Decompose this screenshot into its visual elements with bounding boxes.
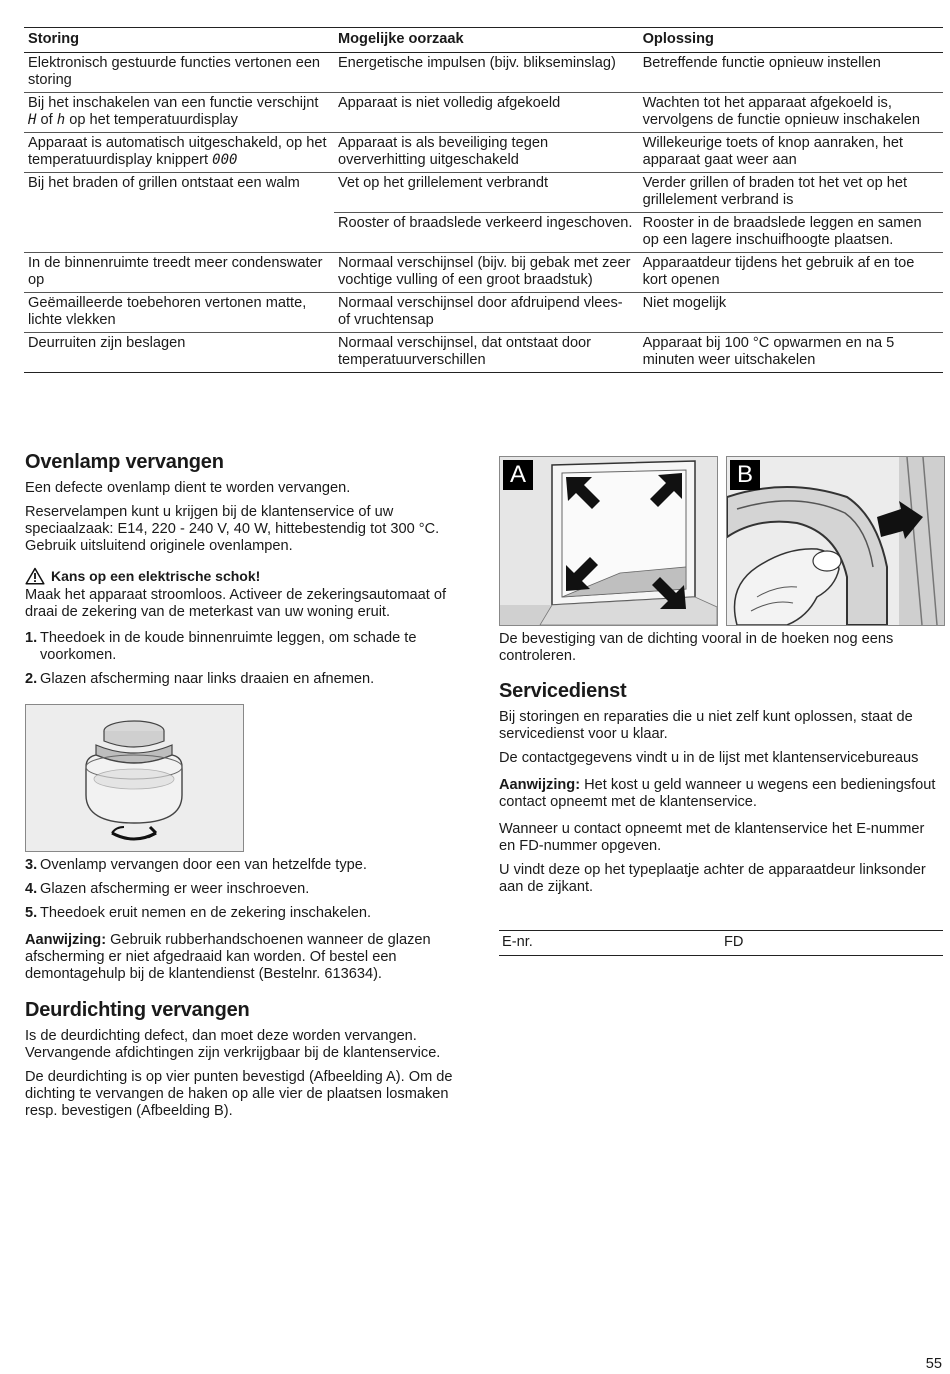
cell-oorzaak: Apparaat is als beveiliging tegen oververhitting uitgeschakeld xyxy=(334,133,639,173)
step-number: 2. xyxy=(25,671,38,687)
service-title: Servicedienst xyxy=(499,680,627,702)
ovenlamp-section xyxy=(25,451,473,688)
figure-b xyxy=(726,456,945,626)
cell-storing xyxy=(24,93,334,133)
step-text: Theedoek in de koude binnenruimte leggen, om schade te voorkomen. xyxy=(40,630,417,663)
cell-oplossing: Niet mogelijk xyxy=(639,293,943,333)
enr-label: E-nr. xyxy=(502,934,533,950)
table-row xyxy=(24,333,943,373)
fd-label: FD xyxy=(724,934,744,950)
cell-storing: In de binnenruimte treedt meer condenswater op xyxy=(24,253,334,293)
figure-b-label: B xyxy=(730,460,760,490)
ovenlamp-intro: Een defecte ovenlamp dient te worden vervangen. xyxy=(25,480,351,496)
warning-heading xyxy=(25,567,473,585)
table-row xyxy=(24,133,943,173)
step-number: 4. xyxy=(25,881,38,897)
cell-oplossing: Betreffende functie opnieuw instellen xyxy=(639,53,943,93)
warning-title: Kans op een elektrische schok! xyxy=(51,568,261,584)
ovenlamp-note xyxy=(25,932,473,983)
cell-oplossing: Rooster in de braadslede leggen en samen op een lagere inschuifhoogte plaatsen. xyxy=(639,213,943,253)
note-text: Het kost u geld wanneer u wegens een bedieningsfout contact opneemt met de klantenservice. xyxy=(499,777,936,810)
service-column xyxy=(499,631,943,896)
display-symbol-000: 000 xyxy=(212,152,238,168)
deurdichting-title: Deurdichting vervangen xyxy=(25,999,250,1021)
step-number: 3. xyxy=(25,857,38,873)
cell-oorzaak: Vet op het grillelement verbrandt xyxy=(334,173,639,213)
step-item xyxy=(25,905,473,922)
step-item xyxy=(25,881,473,898)
cell-oorzaak: Energetische impulsen (bijv. blikseminslag) xyxy=(334,53,639,93)
lamp-cover-drawing xyxy=(26,705,243,851)
steps-list-b xyxy=(25,857,473,922)
cell-storing: Bij het braden of grillen ontstaat een walm xyxy=(24,173,334,253)
page-number: 55 xyxy=(925,1356,942,1372)
ovenlamp-title: Ovenlamp vervangen xyxy=(25,451,224,473)
cell-oorzaak: Normaal verschijnsel door afdruipend vlees- of vruchtensap xyxy=(334,293,639,333)
note-label: Aanwijzing: xyxy=(499,777,581,793)
display-symbol-h-upper: H xyxy=(28,112,37,128)
figure-caption: De bevestiging van de dichting vooral in de hoeken nog eens controleren. xyxy=(499,631,894,664)
step-text: Theedoek eruit nemen en de zekering inschakelen. xyxy=(40,905,372,921)
header-oorzaak: Mogelijke oorzaak xyxy=(334,28,639,53)
figure-a-label: A xyxy=(503,460,533,490)
figure-a xyxy=(499,456,718,626)
step-number: 5. xyxy=(25,905,38,921)
cell-oorzaak: Normaal verschijnsel, dat ontstaat door temperatuurverschillen xyxy=(334,333,639,373)
cell-storing xyxy=(24,133,334,173)
cell-oplossing: Willekeurige toets of knop aanraken, het apparaat gaat weer aan xyxy=(639,133,943,173)
cell-oorzaak: Normaal verschijnsel (bijv. bij gebak met zeer vochtige vulling of een groot braadstuk) xyxy=(334,253,639,293)
ovenlamp-section-continued xyxy=(25,857,473,1120)
note-label: Aanwijzing: xyxy=(25,932,107,948)
step-item xyxy=(25,857,473,874)
warning-triangle-icon xyxy=(25,567,45,585)
ovenlamp-spare-parts: Reservelampen kunt u krijgen bij de klantenservice of uw speciaalzaak: E14, 220 - 240 V, 40 W, hittebestendig tot 300 °C. Gebruik uitsluitend originele ovenlampen. xyxy=(25,504,440,554)
table-row xyxy=(24,253,943,293)
service-p4: U vindt deze op het typeplaatje achter de apparaatdeur linksonder aan de zijkant. xyxy=(499,862,926,895)
service-p2: De contactgegevens vindt u in de lijst met klantenservicebureaus xyxy=(499,750,919,766)
cell-text: Bij het inschakelen van een functie verschijnt xyxy=(28,95,319,111)
cell-oplossing: Verder grillen of braden tot het vet op het grillelement verbrand is xyxy=(639,173,943,213)
note-text: Gebruik rubberhandschoenen wanneer de glazen afscherming er niet afgedraaid kan worden. Of bestel een demontagehulp bij de klantendienst (Bestelnr. 613634). xyxy=(25,932,431,982)
cell-storing: Deurruiten zijn beslagen xyxy=(24,333,334,373)
step-item xyxy=(25,671,473,688)
step-text: Ovenlamp vervangen door een van hetzelfde type. xyxy=(40,857,367,873)
deurdichting-p2: De deurdichting is op vier punten bevestigd (Afbeelding A). Om de dichting te vervangen de haken op alle vier de plaatsen losmaken resp. bevestigen (Afbeelding B). xyxy=(25,1069,453,1119)
header-oplossing: Oplossing xyxy=(639,28,943,53)
deurdichting-p1: Is de deurdichting defect, dan moet deze worden vervangen. Vervangende afdichtingen zijn verkrijgbaar bij de klantenservice. xyxy=(25,1028,441,1061)
cell-text: of xyxy=(40,112,53,128)
table-row xyxy=(24,53,943,93)
cell-text: Apparaat is automatisch uitgeschakeld, op het temperatuurdisplay knippert xyxy=(28,135,327,168)
step-item xyxy=(25,630,473,664)
cell-oorzaak: Apparaat is niet volledig afgekoeld xyxy=(334,93,639,133)
enr-fd-field xyxy=(499,930,943,956)
steps-list-a xyxy=(25,630,473,688)
service-note xyxy=(499,777,943,811)
cell-storing: Elektronisch gestuurde functies vertonen een storing xyxy=(24,53,334,93)
cell-oplossing: Apparaatdeur tijdens het gebruik af en toe kort openen xyxy=(639,253,943,293)
header-storing: Storing xyxy=(24,28,334,53)
troubleshooting-table xyxy=(24,27,943,373)
service-p3: Wanneer u contact opneemt met de klantenservice het E-nummer en FD-nummer opgeven. xyxy=(499,821,925,854)
service-p1: Bij storingen en reparaties die u niet zelf kunt oplossen, staat de servicedienst voor u klaar. xyxy=(499,709,913,742)
lamp-cover-illustration xyxy=(25,704,244,852)
cell-oplossing: Wachten tot het apparaat afgekoeld is, vervolgens de functie opnieuw inschakelen xyxy=(639,93,943,133)
table-row xyxy=(24,293,943,333)
cell-storing: Geëmailleerde toebehoren vertonen matte, lichte vlekken xyxy=(24,293,334,333)
table-row xyxy=(24,93,943,133)
table-header-row xyxy=(24,28,943,53)
cell-oorzaak: Rooster of braadslede verkeerd ingeschoven. xyxy=(334,213,639,253)
table-row xyxy=(24,173,943,213)
cell-text: op het temperatuurdisplay xyxy=(69,112,238,128)
cell-oplossing: Apparaat bij 100 °C opwarmen en na 5 minuten weer uitschakelen xyxy=(639,333,943,373)
step-text: Glazen afscherming er weer inschroeven. xyxy=(40,881,310,897)
step-number: 1. xyxy=(25,630,38,646)
display-symbol-h-lower: h xyxy=(56,112,66,128)
step-text: Glazen afscherming naar links draaien en afnemen. xyxy=(40,671,375,687)
warning-text: Maak het apparaat stroomloos. Activeer de zekeringsautomaat of draai de zekering van de meterkast van uw woning eruit. xyxy=(25,587,447,620)
